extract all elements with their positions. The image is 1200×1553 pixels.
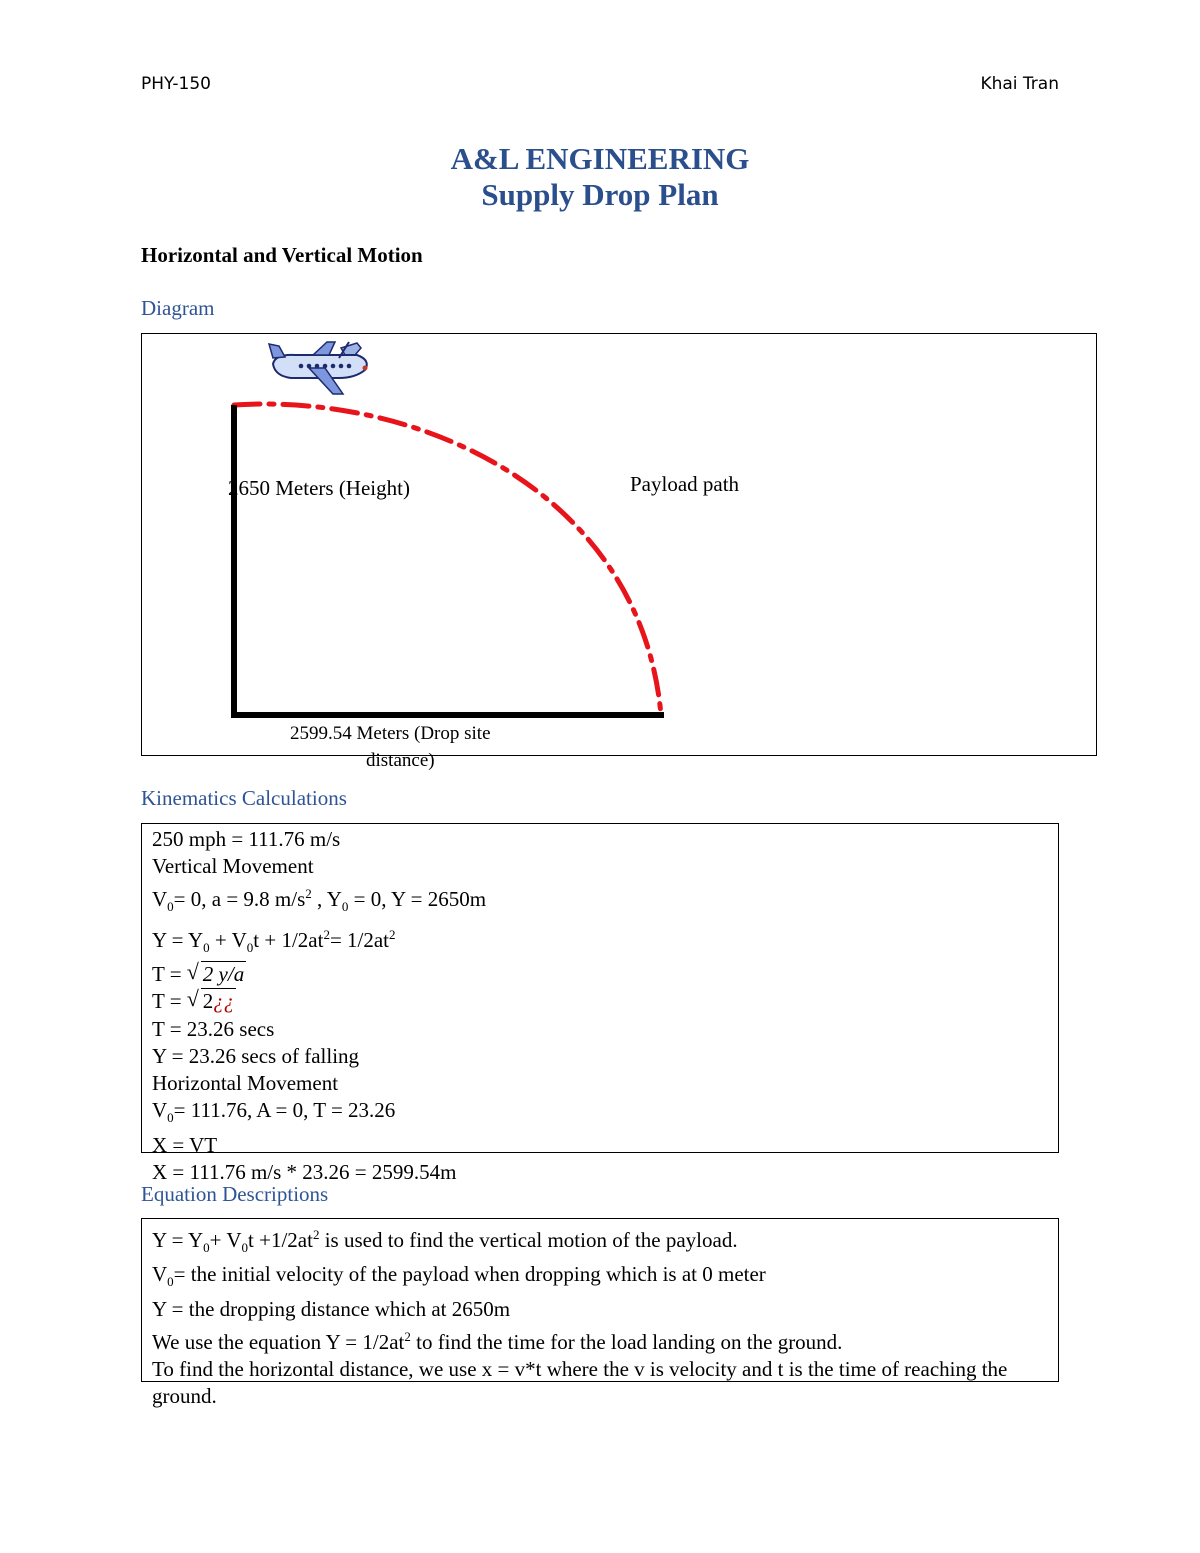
header-course: PHY-150	[141, 74, 211, 94]
desc-line: Y = the dropping distance which at 2650m	[152, 1296, 511, 1321]
calc-line: Y = 23.26 secs of falling	[152, 1043, 360, 1068]
calc-line: $V_0= 0$, a = 9.8 $m/s^2$ , $Y_0 = 0$, Y = 2650m	[152, 886, 487, 915]
trajectory-diagram	[141, 333, 1097, 756]
calc-line: 250 mph = 111.76 m/s	[152, 827, 341, 851]
kinematics-heading: Kinematics Calculations	[141, 786, 347, 810]
calc-line: T = √ 2 y/a	[152, 961, 1048, 988]
header-author: Khai Tran	[980, 74, 1059, 94]
sqrt-expression: √ 2¿¿	[186, 986, 235, 1014]
doc-title: A&L ENGINEERING	[450, 141, 750, 176]
descriptions-heading: Equation Descriptions	[141, 1182, 329, 1206]
desc-line: To find the horizontal distance, we use x = v*t where the v is velocity and t is the time of reaching the ground.	[152, 1357, 1008, 1409]
path-label: Payload path	[630, 472, 740, 496]
calc-line: T = √ 2¿¿	[152, 988, 1048, 1015]
height-label: 2650 Meters (Height)	[228, 476, 410, 500]
section-heading: Horizontal and Vertical Motion	[141, 243, 423, 267]
calc-line: T = 23.26 secs	[152, 1016, 275, 1041]
desc-line: We use the equation $Y = 1/2at^2$ to find the time for the load landing on the ground.	[152, 1328, 843, 1354]
sqrt-expression: √ 2 y/a	[186, 959, 245, 987]
payload-path-curve	[234, 404, 661, 715]
descriptions-box	[141, 1218, 1059, 1409]
diagram-box	[141, 333, 1097, 771]
desc-line: $V_0=$ the initial velocity of the payload when dropping which is at 0 meter	[152, 1262, 766, 1290]
calc-line: Horizontal Movement	[152, 1071, 339, 1095]
desc-line: $Y = Y_0+ V_0t +1/2at^2$ is used to find the vertical motion of the payload.	[152, 1227, 738, 1256]
diagram-heading: Diagram	[141, 296, 215, 320]
distance-label: 2599.54 Meters (Drop site	[290, 723, 491, 744]
calc-line: Vertical Movement	[152, 854, 314, 879]
calc-line: X = VT	[152, 1132, 218, 1157]
kinematics-box	[141, 823, 1059, 1184]
calc-line: X = 111.76 m/s * 23.26 = 2599.54m	[152, 1159, 457, 1184]
airplane-icon	[269, 342, 368, 394]
distance-label-cont: distance)	[366, 750, 435, 771]
doc-subtitle: Supply Drop Plan	[481, 177, 719, 212]
calc-line: $Y = Y_0 + V_0t + 1/2at^2= 1/2at^2$	[152, 926, 396, 955]
calc-line: $V_0= 111.76$, A = 0, T = 23.26	[152, 1098, 396, 1126]
